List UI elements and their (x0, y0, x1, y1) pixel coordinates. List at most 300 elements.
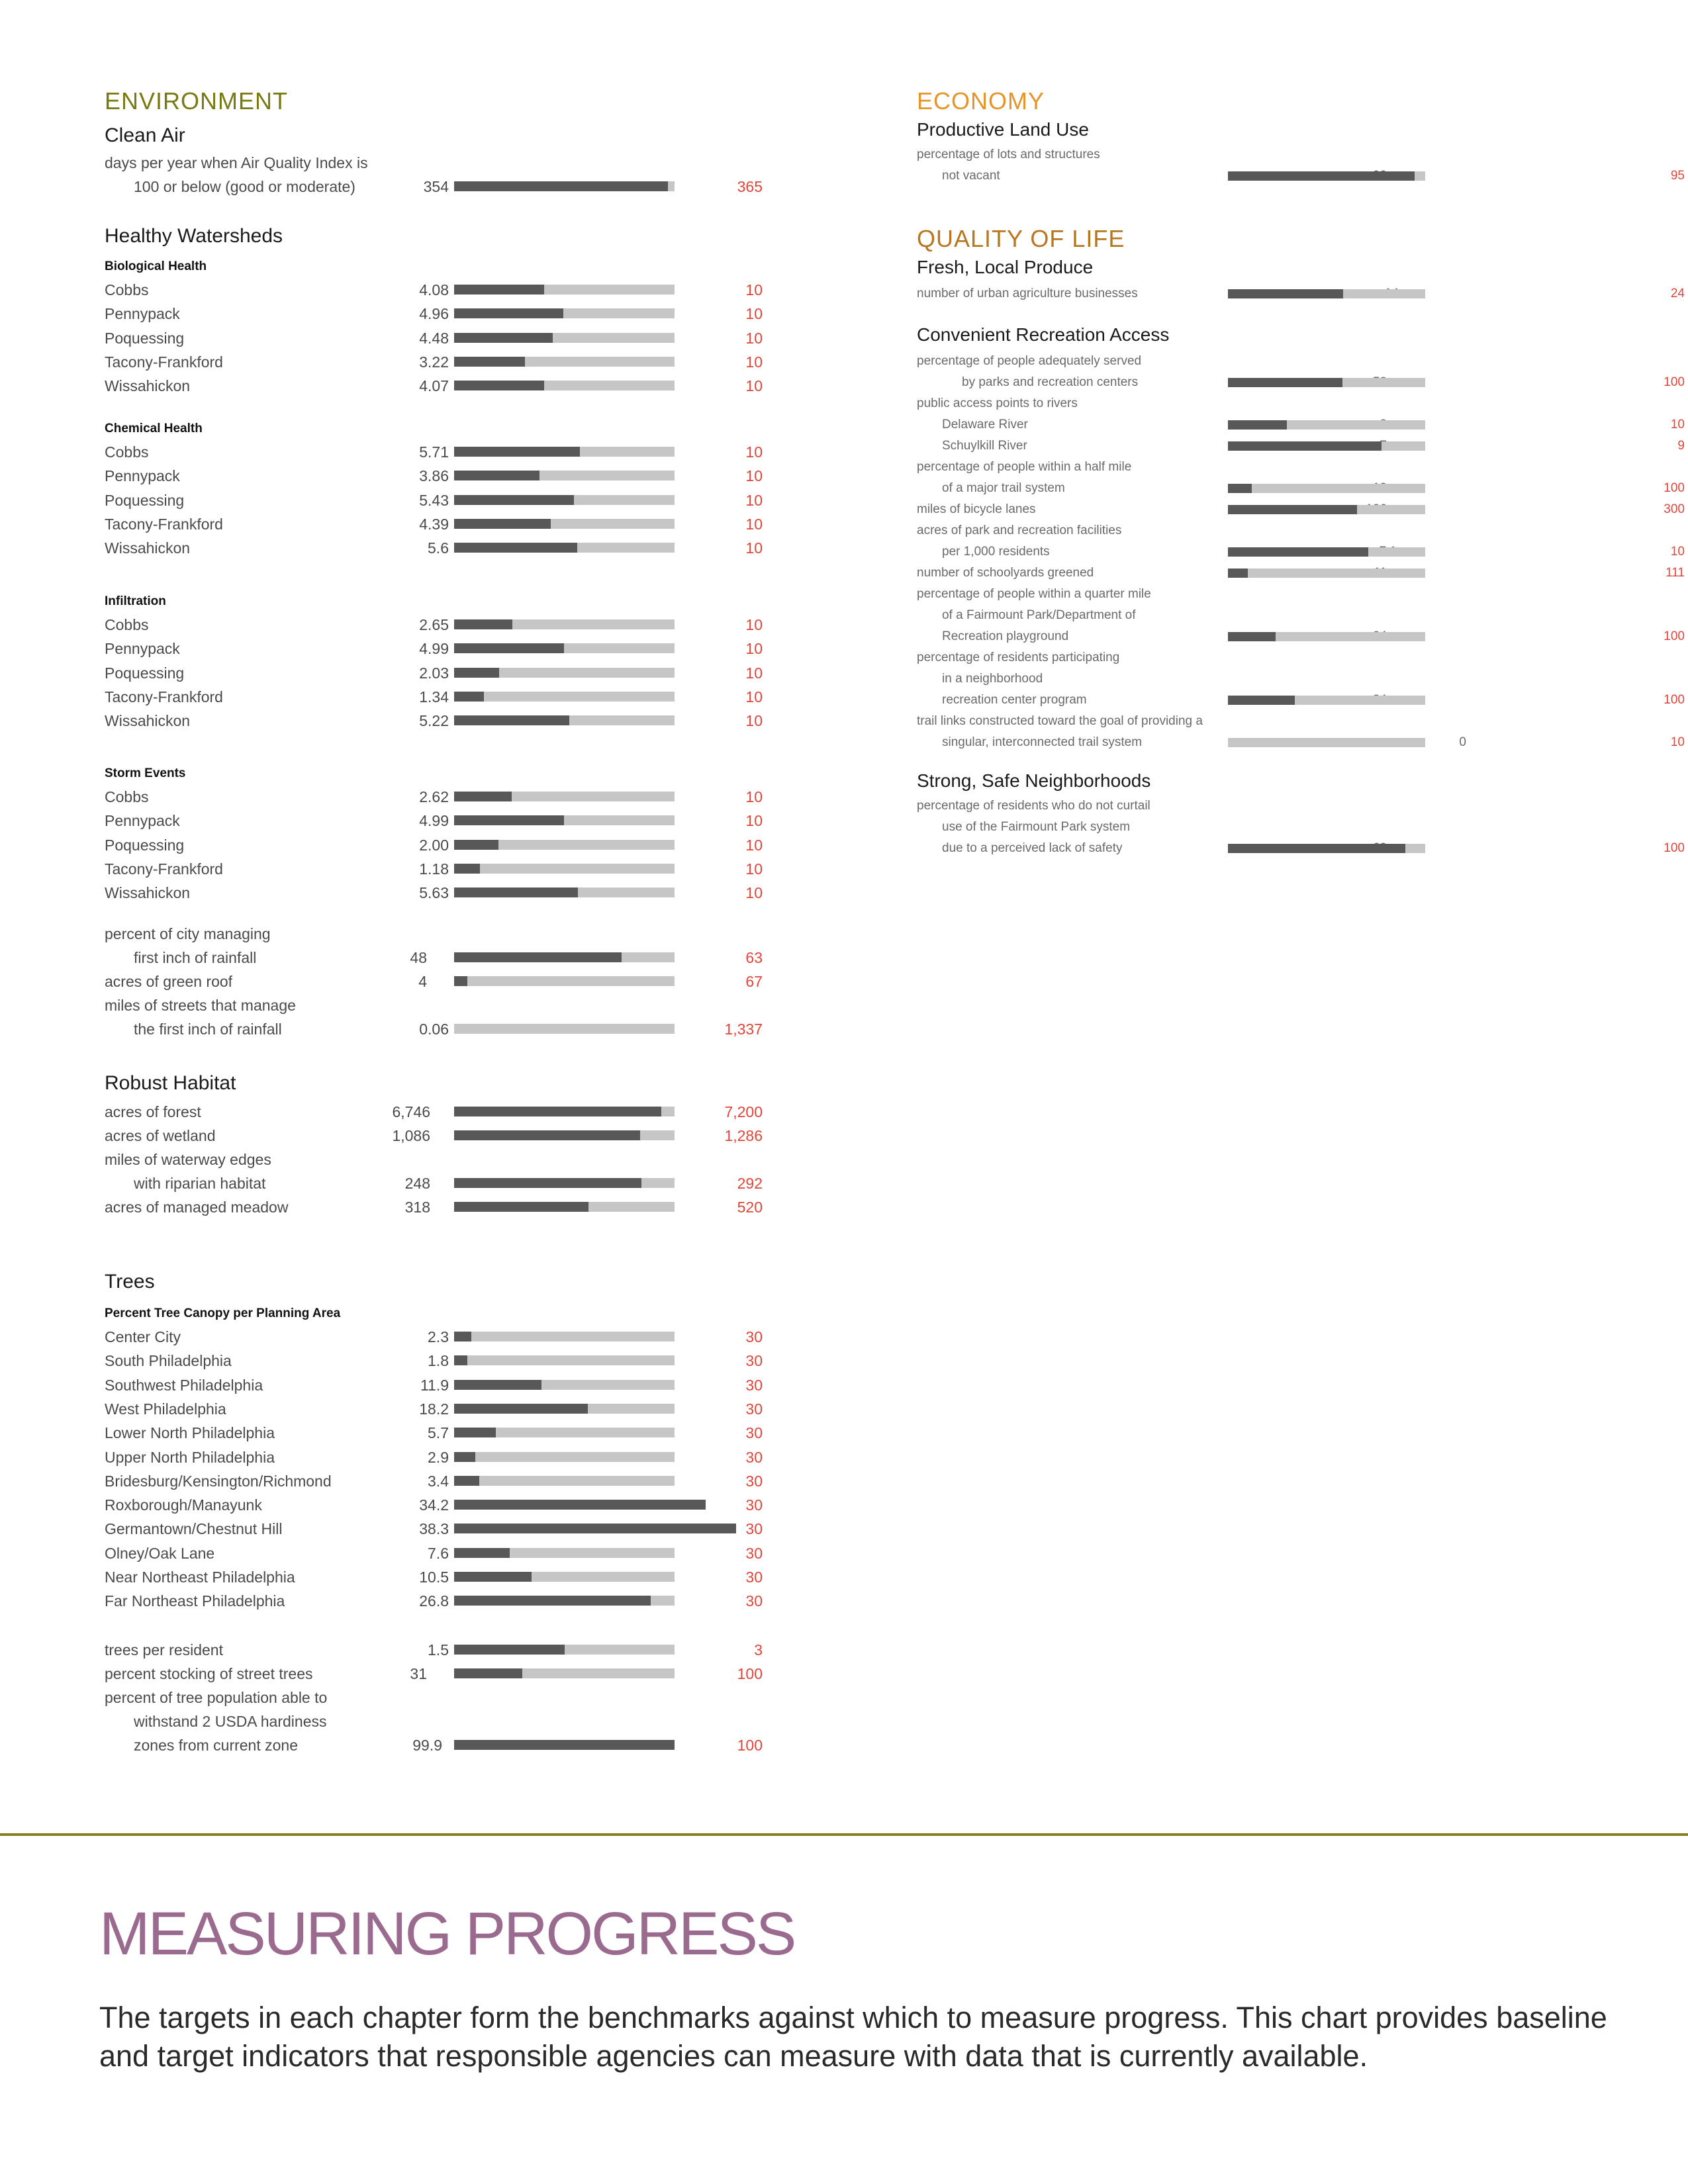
target-value: 10 (745, 860, 763, 878)
progress-bar (1228, 420, 1425, 430)
progress-bar (454, 1740, 675, 1750)
economy-heading: ECONOMY (917, 87, 1045, 114)
label: percentage of residents participating (917, 651, 1120, 664)
label: number of schoolyards greened (917, 566, 1094, 580)
table-row (0, 278, 844, 302)
table-row (0, 464, 844, 488)
safe-neighborhoods-heading: Strong, Safe Neighborhoods (917, 770, 1151, 791)
progress-fill (454, 519, 551, 529)
list-item (0, 151, 844, 175)
progress-fill (454, 543, 577, 553)
progress-bar (454, 519, 675, 529)
label: public access points to rivers (917, 396, 1078, 410)
row-label: Germantown/Chestnut Hill (105, 1520, 283, 1538)
baseline-value: 99.9 (412, 1737, 442, 1754)
progress-bar (454, 1668, 675, 1678)
progress-bar (454, 952, 675, 962)
table-row (844, 372, 1688, 396)
progress-bar (454, 1024, 675, 1034)
progress-fill (1228, 378, 1342, 387)
table-row (844, 690, 1688, 713)
baseline-value: 10.5 (419, 1569, 449, 1586)
label: zones from current zone (134, 1737, 299, 1754)
list-item (0, 1709, 844, 1733)
table-row (0, 1195, 844, 1219)
progress-fill (454, 471, 539, 480)
target-value: 520 (737, 1199, 763, 1216)
target-value: 10 (745, 329, 763, 347)
baseline-value: 1.8 (428, 1352, 449, 1370)
row-label: Wissahickon (105, 377, 191, 395)
progress-fill (454, 1645, 565, 1655)
target-value: 10 (745, 836, 763, 854)
baseline-value: 2.3 (428, 1328, 449, 1345)
target-value: 1,286 (724, 1127, 763, 1144)
row-label: Cobbs (105, 616, 149, 633)
row-label: Southwest Philadelphia (105, 1376, 263, 1394)
list-item (844, 796, 1688, 819)
baseline-value: 1,086 (392, 1127, 430, 1144)
progress-fill (454, 1548, 510, 1558)
target-value: 10 (1670, 735, 1685, 749)
progress-bar (454, 976, 675, 986)
table-row (844, 499, 1688, 523)
target-value: 100 (1664, 693, 1685, 707)
target-value: 30 (745, 1376, 763, 1394)
baseline-value: 5.22 (419, 712, 449, 730)
progress-fill (454, 668, 499, 678)
label: trees per resident (105, 1641, 223, 1659)
progress-fill (1228, 441, 1382, 451)
row-label: Pennypack (105, 305, 180, 323)
target-value: 7,200 (724, 1103, 763, 1120)
recreation-access-heading: Convenient Recreation Access (917, 324, 1170, 345)
progress-bar (454, 887, 675, 897)
progress-bar (454, 692, 675, 702)
quality-of-life-heading: QUALITY OF LIFE (917, 225, 1125, 252)
progress-fill (454, 1178, 641, 1188)
row-label: Pennypack (105, 640, 180, 658)
progress-bar (454, 447, 675, 457)
progress-bar (454, 815, 675, 825)
table-row (844, 732, 1688, 756)
row-label: Wissahickon (105, 884, 191, 902)
list-item (0, 1686, 844, 1709)
list-item (844, 584, 1688, 608)
label: acres of wetland (105, 1127, 216, 1144)
label: miles of waterway edges (105, 1151, 271, 1168)
baseline-value: 6,746 (392, 1103, 430, 1120)
progress-fill (454, 1668, 522, 1678)
progress-bar (1228, 289, 1425, 298)
progress-fill (454, 447, 580, 457)
target-value: 3 (754, 1641, 763, 1659)
target-value: 10 (745, 884, 763, 902)
target-value: 10 (745, 467, 763, 485)
table-row (0, 881, 844, 905)
table-row (0, 1493, 844, 1517)
progress-bar (1228, 505, 1425, 514)
progress-fill (1228, 484, 1252, 493)
progress-fill (454, 1452, 475, 1462)
target-value: 100 (1664, 375, 1685, 389)
label: trail links constructed toward the goal of providing a (917, 714, 1203, 728)
row-label: Far Northeast Philadelphia (105, 1592, 285, 1610)
list-item (844, 144, 1688, 168)
baseline-value: 11.9 (420, 1376, 449, 1394)
list-item (844, 457, 1688, 480)
label: acres of park and recreation facilities (917, 523, 1122, 537)
target-value: 30 (745, 1448, 763, 1466)
table-row (0, 1397, 844, 1421)
progress-bar (454, 715, 675, 725)
target-value: 10 (745, 305, 763, 323)
table-row (0, 1733, 844, 1757)
robust-habitat-heading: Robust Habitat (105, 1072, 236, 1094)
progress-fill (1228, 289, 1343, 298)
table-row (844, 414, 1688, 438)
progress-fill (454, 840, 498, 850)
label: use of the Fairmount Park system (942, 820, 1131, 834)
baseline-value: 5.71 (419, 443, 449, 461)
baseline-value: 5.6 (428, 539, 449, 557)
target-value: 10 (745, 640, 763, 658)
table-row (0, 1638, 844, 1662)
environment-heading: ENVIRONMENT (105, 87, 289, 114)
baseline-value: 4.48 (419, 329, 449, 347)
label: acres of green roof (105, 973, 233, 990)
target-value: 10 (745, 377, 763, 395)
row-label: Poquessing (105, 664, 185, 682)
list-item (844, 817, 1688, 841)
table-row (0, 374, 844, 398)
row-label: Wissahickon (105, 712, 191, 730)
progress-bar (1228, 547, 1425, 557)
target-value: 10 (745, 812, 763, 830)
baseline-value: 1.5 (428, 1641, 449, 1659)
progress-bar (1228, 378, 1425, 387)
progress-bar (1228, 844, 1425, 853)
target-value: 292 (737, 1175, 763, 1192)
list-item (844, 647, 1688, 671)
label: percentage of people adequately served (917, 354, 1142, 368)
label: acres of managed meadow (105, 1199, 289, 1216)
list-item (844, 711, 1688, 735)
progress-fill (454, 285, 544, 295)
target-value: 100 (1664, 629, 1685, 643)
target-value: 10 (745, 281, 763, 298)
label: percentage of people within a quarter mile (917, 587, 1151, 601)
table-row (0, 685, 844, 709)
target-value: 95 (1670, 169, 1685, 183)
table-row (0, 1565, 844, 1589)
baseline-value: 318 (404, 1199, 430, 1216)
target-value: 100 (737, 1737, 763, 1754)
progress-bar (1228, 632, 1425, 641)
progress-fill (454, 357, 525, 367)
table-row (0, 1517, 844, 1541)
table-row (0, 440, 844, 464)
baseline-value: 5.43 (419, 491, 449, 509)
label: 100 or below (good or moderate) (134, 178, 355, 195)
target-value: 30 (745, 1496, 763, 1514)
target-value: 24 (1670, 287, 1685, 300)
progress-fill (454, 1380, 541, 1390)
progress-fill (1228, 696, 1295, 705)
row-label: Pennypack (105, 812, 180, 830)
progress-fill (454, 1130, 640, 1140)
intro-paragraph: The targets in each chapter form the benchmarks against which to measure progress. This chart provides baseline and target indicators that responsible agencies can measure with data that is currently available. (99, 2001, 1607, 2073)
baseline-value: 26.8 (419, 1592, 449, 1610)
label: percentage of people within a half mile (917, 460, 1132, 474)
progress-bar (454, 543, 675, 553)
progress-bar (454, 1332, 675, 1342)
label: in a neighborhood (942, 672, 1043, 686)
table-row (844, 563, 1688, 586)
progress-bar (454, 1428, 675, 1437)
baseline-value: 2.03 (419, 664, 449, 682)
infiltration-heading: Infiltration (105, 594, 166, 608)
row-label: Lower North Philadelphia (105, 1424, 275, 1442)
target-value: 365 (737, 178, 763, 195)
row-label: South Philadelphia (105, 1352, 232, 1370)
label: Recreation playground (942, 629, 1069, 643)
target-value: 10 (745, 664, 763, 682)
progress-bar (454, 643, 675, 653)
row-label: Poquessing (105, 836, 185, 854)
label: the first inch of rainfall (134, 1021, 282, 1038)
baseline-value: 4 (418, 973, 427, 990)
label: of a major trail system (942, 481, 1065, 495)
target-value: 30 (745, 1472, 763, 1490)
progress-bar (454, 181, 675, 191)
label: Delaware River (942, 418, 1028, 432)
table-row (0, 350, 844, 374)
list-item (844, 351, 1688, 375)
row-label: Poquessing (105, 491, 185, 509)
page-title: MEASURING PROGRESS (99, 1900, 795, 1968)
table-row (0, 1421, 844, 1445)
label: recreation center program (942, 693, 1087, 707)
progress-fill (454, 864, 480, 874)
table-row (0, 833, 844, 857)
label: percentage of lots and structures (917, 148, 1100, 161)
table-row (844, 478, 1688, 502)
target-value: 10 (745, 443, 763, 461)
progress-fill (454, 815, 564, 825)
progress-fill (454, 643, 564, 653)
target-value: 30 (745, 1544, 763, 1562)
progress-bar (454, 333, 675, 343)
row-label: Tacony-Frankford (105, 860, 223, 878)
progress-bar (454, 308, 675, 318)
progress-bar (1228, 484, 1425, 493)
row-label: Center City (105, 1328, 181, 1345)
progress-bar (454, 840, 675, 850)
storm-events-heading: Storm Events (105, 766, 186, 780)
label: acres of forest (105, 1103, 201, 1120)
table-row (0, 488, 844, 512)
table-row (844, 838, 1688, 862)
progress-fill (454, 976, 467, 986)
biological-health-heading: Biological Health (105, 259, 207, 273)
row-label: Roxborough/Manayunk (105, 1496, 262, 1514)
progress-bar (454, 1178, 675, 1188)
label: with riparian habitat (134, 1175, 266, 1192)
target-value: 67 (745, 973, 763, 990)
progress-fill (1228, 632, 1276, 641)
baseline-value: 0 (1459, 735, 1466, 749)
section-divider (0, 1833, 1688, 1836)
target-value: 63 (745, 949, 763, 966)
progress-bar (454, 495, 675, 505)
table-row (0, 809, 844, 833)
progress-fill (454, 1332, 471, 1342)
fresh-local-produce-heading: Fresh, Local Produce (917, 257, 1094, 277)
label: number of urban agriculture businesses (917, 287, 1138, 300)
label: due to a perceived lack of safety (942, 841, 1123, 855)
table-row (844, 165, 1688, 189)
baseline-value: 7.6 (428, 1544, 449, 1562)
baseline-value: 1.34 (419, 688, 449, 705)
progress-fill (454, 1107, 661, 1116)
progress-bar (454, 471, 675, 480)
target-value: 100 (1664, 481, 1685, 495)
progress-fill (454, 619, 512, 629)
label: first inch of rainfall (134, 949, 257, 966)
table-row (0, 946, 844, 970)
baseline-value: 4.07 (419, 377, 449, 395)
target-value: 10 (1670, 418, 1685, 432)
table-row (0, 785, 844, 809)
list-item (844, 668, 1688, 692)
clean-air-heading: Clean Air (105, 124, 185, 146)
row-label: Olney/Oak Lane (105, 1544, 215, 1562)
target-value: 30 (745, 1592, 763, 1610)
table-row (0, 661, 844, 685)
progress-fill (454, 1476, 479, 1486)
list-item (0, 1148, 844, 1171)
target-value: 10 (745, 515, 763, 533)
label: miles of bicycle lanes (917, 502, 1036, 516)
progress-bar (454, 1380, 675, 1390)
baseline-value: 18.2 (419, 1400, 449, 1418)
progress-bar (454, 1404, 675, 1414)
row-label: Bridesburg/Kensington/Richmond (105, 1472, 332, 1490)
progress-bar (454, 381, 675, 390)
target-value: 30 (745, 1328, 763, 1345)
target-value: 300 (1664, 502, 1685, 516)
progress-bar (1228, 569, 1425, 578)
table-row (0, 1325, 844, 1349)
table-row (0, 709, 844, 733)
table-row (844, 541, 1688, 565)
table-row (0, 1469, 844, 1493)
baseline-value: 354 (423, 178, 449, 195)
progress-bar (454, 668, 675, 678)
progress-fill (1228, 420, 1287, 430)
baseline-value: 48 (410, 949, 427, 966)
label: percent stocking of street trees (105, 1665, 313, 1682)
target-value: 30 (745, 1352, 763, 1370)
baseline-value: 248 (404, 1175, 430, 1192)
baseline-value: 1.18 (419, 860, 449, 878)
label: of a Fairmount Park/Department of (942, 608, 1136, 622)
baseline-value: 0.06 (419, 1021, 449, 1038)
progress-bar (454, 792, 675, 801)
table-row (844, 626, 1688, 650)
table-row (0, 302, 844, 326)
row-label: Wissahickon (105, 539, 191, 557)
row-label: West Philadelphia (105, 1400, 226, 1418)
baseline-value: 2.00 (419, 836, 449, 854)
target-value: 10 (745, 688, 763, 705)
progress-bar (454, 357, 675, 367)
progress-bar (454, 1202, 675, 1212)
progress-fill (454, 1740, 675, 1750)
progress-fill (1228, 547, 1368, 557)
baseline-value: 4.39 (419, 515, 449, 533)
table-row (0, 1445, 844, 1469)
row-label: Cobbs (105, 788, 149, 805)
progress-fill (454, 692, 484, 702)
table-row (0, 970, 844, 993)
target-value: 30 (745, 1520, 763, 1538)
progress-fill (454, 1428, 496, 1437)
label: percentage of residents who do not curtail (917, 799, 1150, 813)
row-label: Upper North Philadelphia (105, 1448, 275, 1466)
progress-bar (454, 1572, 675, 1582)
label: not vacant (942, 169, 1000, 183)
list-item (0, 922, 844, 946)
progress-bar (454, 1476, 675, 1486)
progress-fill (454, 1572, 532, 1582)
target-value: 111 (1665, 566, 1685, 580)
target-value: 10 (745, 353, 763, 371)
label: by parks and recreation centers (962, 375, 1139, 389)
row-label: Near Northeast Philadelphia (105, 1569, 295, 1586)
progress-fill (454, 1404, 588, 1414)
baseline-value: 3.86 (419, 467, 449, 485)
target-value: 10 (745, 616, 763, 633)
target-value: 10 (745, 491, 763, 509)
progress-bar (454, 1130, 675, 1140)
list-item (0, 993, 844, 1017)
row-label: Pennypack (105, 467, 180, 485)
target-value: 10 (1670, 545, 1685, 559)
row-label: Tacony-Frankford (105, 515, 223, 533)
baseline-value: 2.9 (428, 1448, 449, 1466)
table-row (844, 283, 1688, 307)
target-value: 100 (737, 1665, 763, 1682)
label: per 1,000 residents (942, 545, 1050, 559)
progress-fill (454, 715, 569, 725)
label: withstand 2 USDA hardiness (134, 1713, 327, 1730)
baseline-value: 4.08 (419, 281, 449, 298)
table-row (0, 1171, 844, 1195)
progress-bar (454, 285, 675, 295)
list-item (844, 520, 1688, 544)
table-row (0, 1589, 844, 1613)
table-row (0, 613, 844, 637)
productive-land-use-heading: Productive Land Use (917, 119, 1089, 140)
progress-bar (1228, 738, 1425, 747)
table-row (0, 175, 844, 199)
progress-bar (454, 1596, 675, 1606)
baseline-value: 4.96 (419, 305, 449, 323)
row-label: Tacony-Frankford (105, 353, 223, 371)
progress-fill (1228, 171, 1415, 181)
